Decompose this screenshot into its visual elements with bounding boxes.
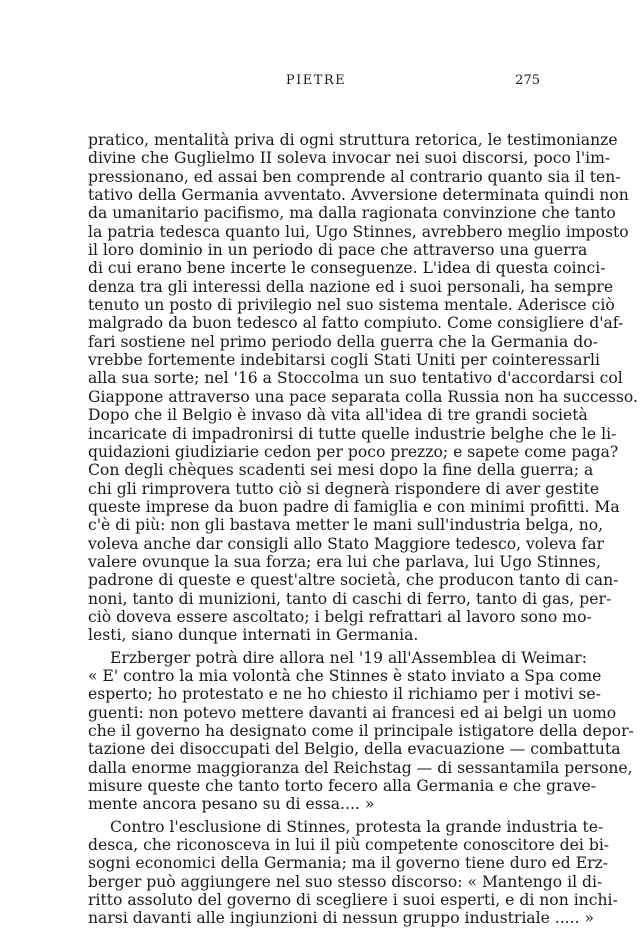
text-line: padrone di queste e quest'altre società, che producon tanto di can- bbox=[88, 571, 619, 590]
text-line: queste imprese da buon padre di famiglia e con minimi profitti. Ma bbox=[88, 497, 620, 516]
text-line: malgrado da buon tedesco al fatto compiuto. Come consigliere d'af- bbox=[88, 314, 624, 333]
text-line: misure queste che tanto torto fecero alla Germania e che grave- bbox=[88, 777, 597, 796]
text-line: sogni economici della Germania; ma il governo tiene duro ed Erz- bbox=[88, 854, 609, 873]
text-line: di cui erano bene incerte le conseguenze. L'idea di questa coinci- bbox=[88, 259, 606, 278]
text-line: chi gli rimprovera tutto ciò si degnerà rispondere di aver gestite bbox=[88, 479, 600, 498]
text-line: desca, che riconosceva in lui il più competente conoscitore dei bi- bbox=[88, 836, 610, 855]
text-line: narsi davanti alle ingiunzioni di nessun gruppo industriale ..... » bbox=[88, 909, 595, 928]
text-line: c'è di più: non gli bastava metter le mani sull'industria belga, no, bbox=[88, 516, 604, 535]
text-line: tenuto un posto di privilegio nel suo sistema mentale. Aderisce ciò bbox=[88, 296, 615, 315]
text-line: quidazioni giudiziarie cedon per poco prezzo; e sapete come paga? bbox=[88, 442, 619, 461]
text-line: « E' contro la mia volontà che Stinnes è stato inviato a Spa come bbox=[88, 666, 602, 685]
text-line: che il governo ha designato come il principale istigatore della depor- bbox=[88, 722, 634, 740]
text-line: da umanitario pacifismo, ma dalla ragionata convinzione che tanto bbox=[88, 204, 616, 223]
text-line: pratico, mentalità priva di ogni struttura retorica, le testimonianze bbox=[88, 131, 618, 149]
text-line: ritto assoluto del governo di scegliere i suoi esperti, e di non inchi- bbox=[88, 891, 618, 910]
text-line: mente ancora pesano su di essa.... » bbox=[88, 795, 375, 814]
text-line: Con degli chèques scadenti sei mesi dopo la fine della guerra; a bbox=[88, 461, 594, 480]
text-line: denza tra gli interessi della nazione ed i suoi personali, ha sempre bbox=[88, 277, 614, 296]
text-line: Dopo che il Belgio è invaso dà vita all'idea di tre grandi società bbox=[88, 406, 588, 425]
paragraph bbox=[88, 131, 638, 645]
text-line: il loro dominio in un periodo di pace che attraverso una guerra bbox=[88, 241, 588, 260]
text-line: noni, tanto di munizioni, tanto di caschi di ferro, tanto di gas, per- bbox=[88, 589, 612, 608]
text-line: tazione dei disoccupati del Belgio, della evacuazione — combattuta bbox=[88, 740, 621, 759]
text-line: voleva anche dar consigli allo Stato Maggiore tedesco, voleva far bbox=[88, 534, 604, 553]
running-title: PIETRE bbox=[285, 73, 347, 88]
text-line: guenti: non potevo mettere davanti ai francesi ed ai belgi un uomo bbox=[88, 703, 617, 722]
text-line: Giappone attraverso una pace separata colla Russia non ha successo. bbox=[88, 387, 638, 406]
text-line: Erzberger potrà dire allora nel '19 all'Assemblea di Weimar: bbox=[110, 648, 587, 667]
paragraph bbox=[88, 648, 634, 814]
text-line: ciò doveva essere ascoltato; i belgi refrattari al lavoro sono mo- bbox=[88, 607, 592, 626]
text-line: divine che Guglielmo II soleva invocar nei suoi discorsi, poco l'im- bbox=[88, 149, 611, 168]
text-line: tativo della Germania avventato. Avversione determinata quindi non bbox=[88, 186, 629, 205]
text-line: fari sostiene nel primo periodo della guerra che la Germania do- bbox=[88, 332, 598, 351]
text-line: vrebbe fortemente indebitarsi cogli Stati Uniti per cointeressarli bbox=[88, 351, 600, 370]
text-line: lesti, siano dunque internati in Germania. bbox=[88, 626, 419, 645]
text-line: dalla enorme maggioranza del Reichstag — di sessantamila persone, bbox=[88, 758, 633, 777]
paragraph bbox=[88, 817, 618, 928]
text-line: valere ovunque la sua forza; era lui che parlava, lui Ugo Stinnes, bbox=[88, 552, 601, 571]
page-header bbox=[90, 73, 542, 93]
page-number: 275 bbox=[515, 73, 540, 88]
text-line: incaricate di impadronirsi di tutte quelle industrie belghe che le li- bbox=[88, 424, 617, 443]
text-line: alla sua sorte; nel '16 a Stoccolma un suo tentativo d'accordarsi col bbox=[88, 369, 623, 388]
text-line: esperto; ho protestato e ne ho chiesto il richiamo per i motivi se- bbox=[88, 685, 601, 704]
body-text bbox=[88, 131, 638, 928]
text-line: pressionano, ed assai ben comprende al contrario quanto sia il ten- bbox=[88, 167, 621, 186]
text-line: Contro l'esclusione di Stinnes, protesta la grande industria te- bbox=[110, 817, 604, 836]
text-line: la patria tedesca quanto lui, Ugo Stinnes, avrebbero meglio imposto bbox=[88, 222, 629, 241]
text-line: berger può aggiungere nel suo stesso discorso: « Mantengo il di- bbox=[88, 872, 603, 891]
